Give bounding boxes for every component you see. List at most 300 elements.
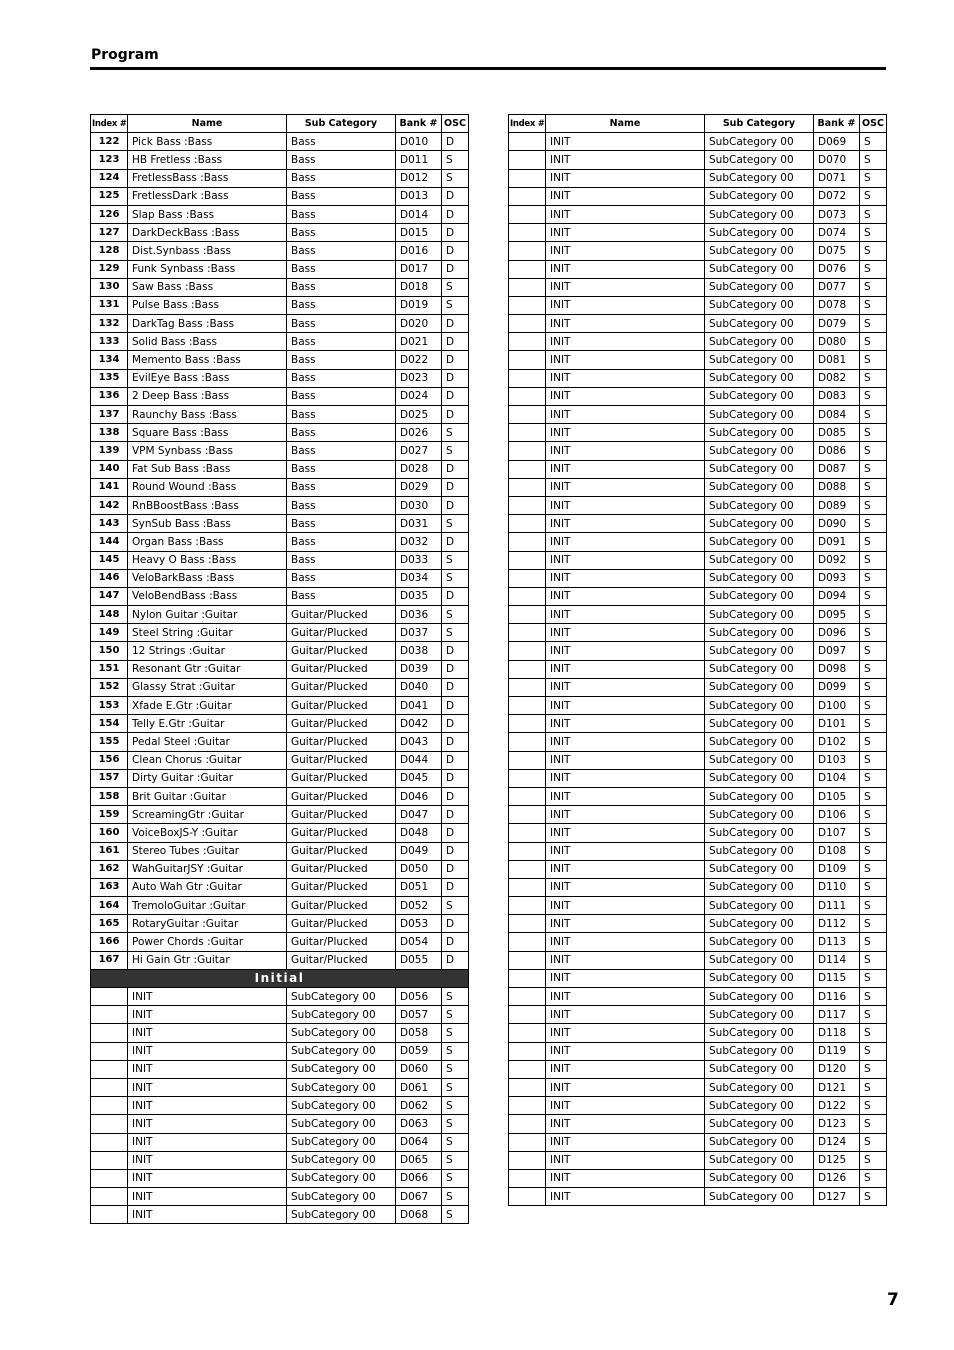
cell-osc: S <box>860 769 887 787</box>
cell-name: INIT <box>546 624 705 642</box>
cell-osc: D <box>442 369 469 387</box>
cell-bank: D041 <box>396 697 442 715</box>
cell-osc: D <box>442 933 469 951</box>
table-row <box>91 933 469 951</box>
table-row <box>509 769 887 787</box>
cell-sub-category: SubCategory 00 <box>287 1133 396 1151</box>
cell-osc: S <box>860 1115 887 1133</box>
cell-name: INIT <box>128 1151 287 1169</box>
cell-bank: D090 <box>814 515 860 533</box>
cell-bank: D112 <box>814 915 860 933</box>
cell-sub-category: Bass <box>287 315 396 333</box>
cell-osc: S <box>860 151 887 169</box>
cell-osc: S <box>860 1133 887 1151</box>
cell-sub-category: SubCategory 00 <box>705 969 814 987</box>
table-row <box>509 587 887 605</box>
cell-index: 123 <box>91 151 128 169</box>
cell-osc: D <box>442 842 469 860</box>
cell-name: INIT <box>546 951 705 969</box>
table-row <box>91 424 469 442</box>
cell-osc: S <box>860 1151 887 1169</box>
cell-bank: D123 <box>814 1115 860 1133</box>
cell-index: 133 <box>91 333 128 351</box>
cell-osc: S <box>860 478 887 496</box>
cell-bank: D119 <box>814 1042 860 1060</box>
table-row <box>91 169 469 187</box>
cell-bank: D096 <box>814 624 860 642</box>
cell-sub-category: SubCategory 00 <box>705 1188 814 1206</box>
cell-bank: D059 <box>396 1042 442 1060</box>
column-header-bank: Bank # <box>396 115 442 133</box>
cell-bank: D124 <box>814 1133 860 1151</box>
cell-osc: S <box>442 1097 469 1115</box>
table-row <box>91 733 469 751</box>
cell-osc: S <box>860 205 887 223</box>
cell-index <box>509 1188 546 1206</box>
table-row <box>91 496 469 514</box>
cell-sub-category: SubCategory 00 <box>705 642 814 660</box>
cell-osc: S <box>860 678 887 696</box>
cell-bank: D075 <box>814 242 860 260</box>
cell-sub-category: Bass <box>287 133 396 151</box>
cell-osc: S <box>860 624 887 642</box>
cell-bank: D062 <box>396 1097 442 1115</box>
cell-index: 143 <box>91 515 128 533</box>
cell-osc: S <box>860 733 887 751</box>
cell-osc: D <box>442 660 469 678</box>
cell-osc: S <box>860 1169 887 1187</box>
table-row <box>91 533 469 551</box>
cell-bank: D011 <box>396 151 442 169</box>
table-row <box>509 1169 887 1187</box>
cell-sub-category: Bass <box>287 496 396 514</box>
cell-index <box>91 1024 128 1042</box>
cell-index: 129 <box>91 260 128 278</box>
cell-sub-category: Bass <box>287 587 396 605</box>
cell-index <box>509 260 546 278</box>
cell-name: Power Chords :Guitar <box>128 933 287 951</box>
cell-name: Resonant Gtr :Guitar <box>128 660 287 678</box>
cell-index: 131 <box>91 296 128 314</box>
cell-bank: D095 <box>814 606 860 624</box>
cell-name: VeloBendBass :Bass <box>128 587 287 605</box>
cell-bank: D115 <box>814 969 860 987</box>
cell-index: 150 <box>91 642 128 660</box>
cell-bank: D047 <box>396 806 442 824</box>
cell-sub-category: SubCategory 00 <box>705 224 814 242</box>
cell-osc: D <box>442 678 469 696</box>
cell-index <box>509 678 546 696</box>
table-row <box>509 169 887 187</box>
column-header-index: Index # <box>509 115 546 133</box>
cell-bank: D063 <box>396 1115 442 1133</box>
cell-index: 159 <box>91 806 128 824</box>
cell-index <box>509 988 546 1006</box>
cell-index <box>91 988 128 1006</box>
cell-name: Raunchy Bass :Bass <box>128 406 287 424</box>
cell-name: Brit Guitar :Guitar <box>128 787 287 805</box>
cell-sub-category: Guitar/Plucked <box>287 878 396 896</box>
cell-index <box>509 242 546 260</box>
cell-sub-category: Bass <box>287 515 396 533</box>
cell-sub-category: SubCategory 00 <box>287 988 396 1006</box>
cell-sub-category: SubCategory 00 <box>705 460 814 478</box>
cell-osc: D <box>442 333 469 351</box>
cell-bank: D031 <box>396 515 442 533</box>
table-row <box>91 296 469 314</box>
cell-sub-category: SubCategory 00 <box>705 260 814 278</box>
cell-osc: S <box>860 424 887 442</box>
cell-name: INIT <box>546 406 705 424</box>
cell-name: Steel String :Guitar <box>128 624 287 642</box>
cell-name: Telly E.Gtr :Guitar <box>128 715 287 733</box>
cell-bank: D121 <box>814 1078 860 1096</box>
table-row <box>91 1024 469 1042</box>
cell-osc: D <box>442 133 469 151</box>
cell-index: 130 <box>91 278 128 296</box>
table-row <box>509 624 887 642</box>
cell-osc: S <box>860 169 887 187</box>
table-row <box>91 806 469 824</box>
cell-osc: S <box>860 1024 887 1042</box>
cell-bank: D058 <box>396 1024 442 1042</box>
cell-name: VPM Synbass :Bass <box>128 442 287 460</box>
cell-name: INIT <box>128 1024 287 1042</box>
cell-osc: S <box>442 1115 469 1133</box>
cell-index <box>509 842 546 860</box>
cell-index <box>509 715 546 733</box>
cell-bank: D089 <box>814 496 860 514</box>
cell-osc: S <box>442 1151 469 1169</box>
cell-name: DarkDeckBass :Bass <box>128 224 287 242</box>
cell-bank: D045 <box>396 769 442 787</box>
cell-sub-category: Bass <box>287 169 396 187</box>
cell-sub-category: SubCategory 00 <box>705 387 814 405</box>
table-row <box>509 951 887 969</box>
cell-sub-category: SubCategory 00 <box>705 442 814 460</box>
cell-sub-category: Guitar/Plucked <box>287 733 396 751</box>
cell-name: INIT <box>546 915 705 933</box>
cell-osc: S <box>860 697 887 715</box>
cell-bank: D110 <box>814 878 860 896</box>
cell-osc: D <box>442 478 469 496</box>
cell-bank: D073 <box>814 205 860 223</box>
cell-index: 138 <box>91 424 128 442</box>
cell-sub-category: SubCategory 00 <box>705 1097 814 1115</box>
cell-sub-category: Bass <box>287 406 396 424</box>
cell-osc: D <box>442 224 469 242</box>
cell-bank: D086 <box>814 442 860 460</box>
cell-bank: D080 <box>814 333 860 351</box>
cell-name: INIT <box>128 1006 287 1024</box>
cell-osc: S <box>860 351 887 369</box>
cell-index: 135 <box>91 369 128 387</box>
cell-name: Funk Synbass :Bass <box>128 260 287 278</box>
table-row <box>509 1151 887 1169</box>
table-row <box>509 1060 887 1078</box>
cell-index <box>509 587 546 605</box>
page-title: Program <box>91 47 159 63</box>
cell-index <box>509 697 546 715</box>
cell-bank: D049 <box>396 842 442 860</box>
cell-osc: S <box>860 496 887 514</box>
cell-index <box>509 387 546 405</box>
cell-bank: D023 <box>396 369 442 387</box>
cell-sub-category: SubCategory 00 <box>705 660 814 678</box>
cell-sub-category: SubCategory 00 <box>705 205 814 223</box>
cell-name: INIT <box>546 424 705 442</box>
cell-sub-category: SubCategory 00 <box>705 569 814 587</box>
cell-index <box>91 1097 128 1115</box>
table-row <box>509 1042 887 1060</box>
cell-bank: D065 <box>396 1151 442 1169</box>
table-row <box>509 515 887 533</box>
cell-name: INIT <box>546 897 705 915</box>
cell-sub-category: SubCategory 00 <box>705 551 814 569</box>
cell-osc: S <box>442 624 469 642</box>
table-row <box>509 787 887 805</box>
cell-name: INIT <box>546 969 705 987</box>
table-row <box>509 333 887 351</box>
cell-bank: D122 <box>814 1097 860 1115</box>
cell-bank: D061 <box>396 1078 442 1096</box>
table-row <box>91 1078 469 1096</box>
cell-name: INIT <box>546 842 705 860</box>
cell-sub-category: SubCategory 00 <box>705 496 814 514</box>
cell-name: INIT <box>128 1133 287 1151</box>
cell-bank: D077 <box>814 278 860 296</box>
cell-sub-category: SubCategory 00 <box>705 296 814 314</box>
cell-name: Saw Bass :Bass <box>128 278 287 296</box>
cell-sub-category: SubCategory 00 <box>705 1133 814 1151</box>
cell-name: Clean Chorus :Guitar <box>128 751 287 769</box>
table-row <box>91 951 469 969</box>
cell-sub-category: Bass <box>287 296 396 314</box>
cell-bank: D050 <box>396 860 442 878</box>
cell-bank: D074 <box>814 224 860 242</box>
table-row <box>91 824 469 842</box>
cell-name: INIT <box>546 278 705 296</box>
cell-bank: D035 <box>396 587 442 605</box>
cell-name: INIT <box>546 442 705 460</box>
cell-name: INIT <box>546 697 705 715</box>
cell-bank: D082 <box>814 369 860 387</box>
table-row <box>509 933 887 951</box>
cell-bank: D071 <box>814 169 860 187</box>
cell-sub-category: Bass <box>287 369 396 387</box>
cell-index: 165 <box>91 915 128 933</box>
table-row <box>91 515 469 533</box>
cell-osc: D <box>442 878 469 896</box>
cell-index: 151 <box>91 660 128 678</box>
cell-sub-category: SubCategory 00 <box>287 1206 396 1224</box>
cell-index <box>91 1060 128 1078</box>
cell-osc: S <box>860 988 887 1006</box>
cell-index <box>509 369 546 387</box>
cell-osc: D <box>442 387 469 405</box>
cell-osc: S <box>860 715 887 733</box>
cell-sub-category: SubCategory 00 <box>705 1151 814 1169</box>
cell-index <box>509 606 546 624</box>
cell-name: INIT <box>546 1060 705 1078</box>
cell-sub-category: SubCategory 00 <box>705 897 814 915</box>
cell-bank: D017 <box>396 260 442 278</box>
cell-name: INIT <box>546 205 705 223</box>
cell-osc: S <box>860 1188 887 1206</box>
table-row <box>91 1060 469 1078</box>
cell-index: 125 <box>91 187 128 205</box>
cell-sub-category: Guitar/Plucked <box>287 933 396 951</box>
cell-name: FretlessDark :Bass <box>128 187 287 205</box>
cell-sub-category: SubCategory 00 <box>705 351 814 369</box>
table-row <box>509 260 887 278</box>
cell-name: Fat Sub Bass :Bass <box>128 460 287 478</box>
cell-bank: D091 <box>814 533 860 551</box>
cell-index: 134 <box>91 351 128 369</box>
cell-osc: S <box>442 1188 469 1206</box>
cell-index: 149 <box>91 624 128 642</box>
table-row <box>509 315 887 333</box>
cell-sub-category: Guitar/Plucked <box>287 751 396 769</box>
cell-index <box>91 1006 128 1024</box>
cell-sub-category: SubCategory 00 <box>705 624 814 642</box>
cell-name: Hi Gain Gtr :Guitar <box>128 951 287 969</box>
cell-osc: S <box>860 897 887 915</box>
cell-name: INIT <box>546 824 705 842</box>
cell-sub-category: SubCategory 00 <box>705 1024 814 1042</box>
table-row <box>91 369 469 387</box>
cell-bank: D106 <box>814 806 860 824</box>
cell-index: 156 <box>91 751 128 769</box>
table-row <box>91 587 469 605</box>
cell-name: INIT <box>546 296 705 314</box>
cell-index: 140 <box>91 460 128 478</box>
column-header-osc: OSC <box>860 115 887 133</box>
column-header-index: Index # <box>91 115 128 133</box>
cell-sub-category: Bass <box>287 478 396 496</box>
cell-osc: D <box>442 824 469 842</box>
cell-bank: D102 <box>814 733 860 751</box>
cell-sub-category: SubCategory 00 <box>705 587 814 605</box>
cell-bank: D066 <box>396 1169 442 1187</box>
cell-name: TremoloGuitar :Guitar <box>128 897 287 915</box>
cell-sub-category: SubCategory 00 <box>705 824 814 842</box>
cell-index: 157 <box>91 769 128 787</box>
cell-sub-category: Guitar/Plucked <box>287 769 396 787</box>
table-row <box>91 715 469 733</box>
cell-sub-category: SubCategory 00 <box>705 151 814 169</box>
cell-sub-category: Guitar/Plucked <box>287 824 396 842</box>
cell-sub-category: SubCategory 00 <box>705 1169 814 1187</box>
cell-name: Heavy O Bass :Bass <box>128 551 287 569</box>
cell-index: 162 <box>91 860 128 878</box>
cell-name: FretlessBass :Bass <box>128 169 287 187</box>
table-row <box>91 460 469 478</box>
cell-sub-category: SubCategory 00 <box>705 842 814 860</box>
cell-osc: D <box>442 260 469 278</box>
table-row <box>91 242 469 260</box>
cell-bank: D103 <box>814 751 860 769</box>
table-row <box>91 697 469 715</box>
cell-bank: D027 <box>396 442 442 460</box>
cell-bank: D088 <box>814 478 860 496</box>
cell-name: INIT <box>546 460 705 478</box>
cell-index <box>91 1169 128 1187</box>
table-row <box>509 551 887 569</box>
cell-sub-category: SubCategory 00 <box>705 133 814 151</box>
table-row <box>509 697 887 715</box>
table-row <box>91 442 469 460</box>
cell-sub-category: Guitar/Plucked <box>287 806 396 824</box>
cell-osc: S <box>860 878 887 896</box>
cell-osc: D <box>442 951 469 969</box>
cell-sub-category: SubCategory 00 <box>705 606 814 624</box>
cell-index <box>91 1151 128 1169</box>
table-row <box>91 897 469 915</box>
cell-bank: D105 <box>814 787 860 805</box>
cell-index: 164 <box>91 897 128 915</box>
table-row <box>91 1097 469 1115</box>
cell-name: INIT <box>546 169 705 187</box>
cell-index <box>509 424 546 442</box>
cell-osc: S <box>860 1042 887 1060</box>
cell-bank: D085 <box>814 424 860 442</box>
cell-index: 136 <box>91 387 128 405</box>
cell-name: INIT <box>546 569 705 587</box>
cell-index <box>509 642 546 660</box>
table-row <box>91 351 469 369</box>
cell-sub-category: SubCategory 00 <box>705 733 814 751</box>
table-row <box>91 333 469 351</box>
cell-name: Round Wound :Bass <box>128 478 287 496</box>
cell-sub-category: SubCategory 00 <box>705 751 814 769</box>
table-row <box>509 151 887 169</box>
cell-osc: D <box>442 697 469 715</box>
table-row <box>509 915 887 933</box>
program-table-left <box>90 114 469 1224</box>
cell-index <box>509 296 546 314</box>
cell-bank: D033 <box>396 551 442 569</box>
cell-sub-category: SubCategory 00 <box>287 1024 396 1042</box>
cell-index <box>509 624 546 642</box>
cell-name: VeloBarkBass :Bass <box>128 569 287 587</box>
cell-sub-category: Guitar/Plucked <box>287 860 396 878</box>
cell-osc: S <box>442 606 469 624</box>
cell-osc: S <box>860 860 887 878</box>
cell-name: INIT <box>546 933 705 951</box>
cell-name: Auto Wah Gtr :Guitar <box>128 878 287 896</box>
cell-name: DarkTag Bass :Bass <box>128 315 287 333</box>
cell-name: Glassy Strat :Guitar <box>128 678 287 696</box>
cell-index <box>509 933 546 951</box>
cell-osc: S <box>860 842 887 860</box>
cell-sub-category: Bass <box>287 351 396 369</box>
cell-name: INIT <box>546 351 705 369</box>
cell-name: INIT <box>546 1024 705 1042</box>
cell-index <box>509 151 546 169</box>
cell-osc: D <box>442 533 469 551</box>
cell-bank: D116 <box>814 988 860 1006</box>
cell-name: Stereo Tubes :Guitar <box>128 842 287 860</box>
table-row <box>509 1115 887 1133</box>
cell-name: INIT <box>546 878 705 896</box>
cell-bank: D026 <box>396 424 442 442</box>
cell-bank: D057 <box>396 1006 442 1024</box>
cell-index <box>509 824 546 842</box>
cell-bank: D117 <box>814 1006 860 1024</box>
cell-osc: S <box>442 151 469 169</box>
cell-sub-category: SubCategory 00 <box>287 1115 396 1133</box>
